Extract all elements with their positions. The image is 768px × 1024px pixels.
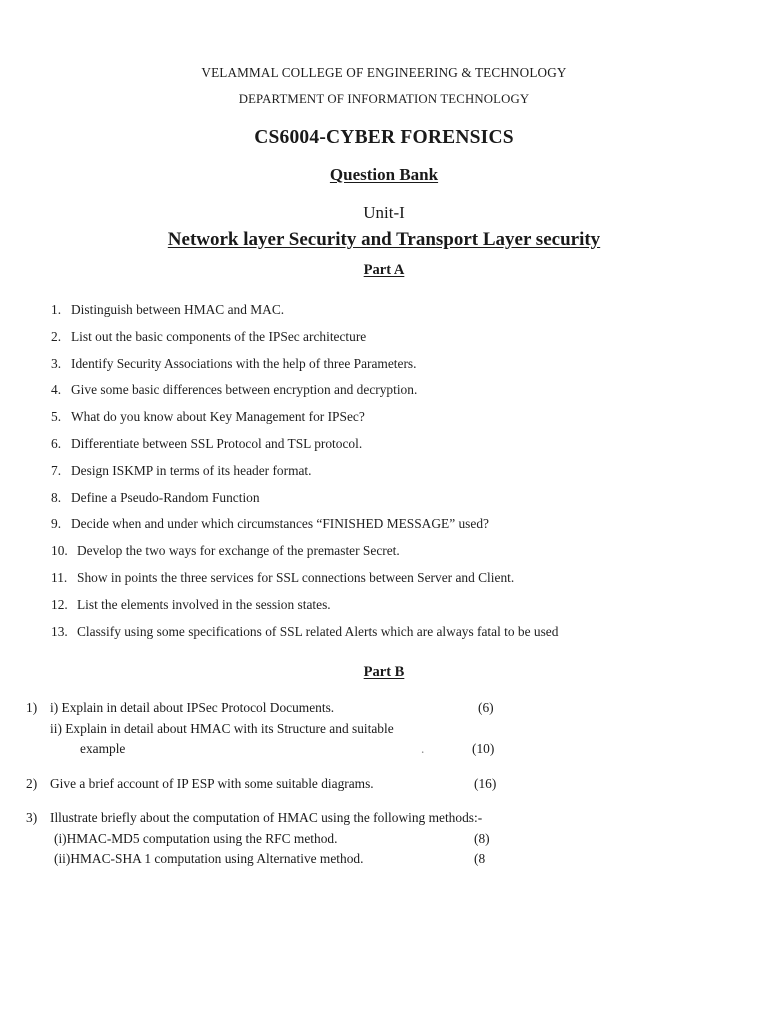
part-a-question [51,297,711,324]
part-b-question [26,698,741,760]
question-text: Decide when and under which circumstances “FINISHED MESSAGE” used? [71,516,489,532]
part-a-question [51,431,711,458]
question-text: Identify Security Associations with the help of three Parameters. [71,355,417,371]
question-marks: (10) [472,741,495,756]
question-number: 13. [51,623,68,639]
unit-subtitle-text: Network layer Security and Transport Layer security [167,229,601,250]
question-number: 5. [51,409,62,425]
unit-label: Unit-I [363,203,405,222]
question-text: example [80,741,126,756]
part-b-question-line [26,698,741,719]
question-marks: (16) [474,775,497,791]
question-number: 3) [26,810,38,825]
question-number: 12. [51,596,68,612]
question-text: (i)HMAC-MD5 computation using the RFC method. [54,830,338,846]
part-a-question [51,377,711,404]
question-marks: (8 [474,851,486,866]
part-a-heading-text: Part A [363,262,405,278]
stray-mark: . [421,741,425,756]
question-number: 2. [51,328,62,344]
question-marks: (6) [478,700,494,715]
part-a-question [51,351,711,378]
part-b-question-list [26,698,741,884]
part-a-question-list [51,297,711,645]
part-b-question-line [26,849,741,870]
part-b-heading [0,664,768,681]
document-header [0,60,768,252]
part-a-question [51,511,711,538]
question-text: What do you know about Key Management for IPSec? [71,409,365,425]
question-number: 8. [51,489,62,505]
part-a-heading [0,262,768,279]
part-a-question [51,619,711,646]
part-a-question [51,458,711,485]
question-text: Develop the two ways for exchange of the premaster Secret. [77,543,400,559]
part-b-heading-text: Part B [363,664,405,680]
question-marks: (8) [474,830,490,846]
question-number: 1. [51,302,62,317]
question-text: Define a Pseudo-Random Function [71,489,260,505]
question-text: Distinguish between HMAC and MAC. [71,302,285,317]
question-number: 9. [51,516,62,532]
department-name: DEPARTMENT OF INFORMATION TECHNOLOGY [238,92,530,106]
question-text: (ii)HMAC-SHA 1 computation using Alternative method. [54,851,364,866]
question-text: Classify using some specifications of SSL related Alerts which are always fatal to be used [77,623,559,639]
question-number: 2) [26,775,38,791]
part-a-question [51,404,711,431]
document-type-text: Question Bank [329,165,439,184]
part-a-question [51,324,711,351]
part-a-question [51,565,711,592]
question-text: Illustrate briefly about the computation of HMAC using the following methods:- [50,810,483,825]
part-b-question-line [26,719,741,740]
part-b-question [26,808,741,870]
question-number: 6. [51,435,62,451]
part-b-question-line [26,829,741,850]
question-text: ii) Explain in detail about HMAC with its Structure and suitable [50,720,394,736]
question-number: 10. [51,543,68,559]
course-title: CS6004-CYBER FORENSICS [254,127,514,148]
question-text: List out the basic components of the IPSec architecture [71,328,367,344]
question-number: 3. [51,355,62,371]
part-a-question [51,485,711,512]
part-a-question [51,592,711,619]
question-text: Give a brief account of IP ESP with some suitable diagrams. [50,775,374,791]
institution-name: VELAMMAL COLLEGE OF ENGINEERING & TECHNOLOGY [201,65,567,80]
question-number: 11. [51,569,68,585]
question-text: Design ISKMP in terms of its header format. [71,462,312,478]
part-a-question [51,538,711,565]
question-number: 4. [51,382,62,398]
question-text: Show in points the three services for SSL connections between Server and Client. [77,569,515,585]
part-b-question-line [26,774,741,795]
question-text: Give some basic differences between encryption and decryption. [71,382,418,398]
question-number: 7. [51,462,62,478]
part-b-question-line [26,739,741,760]
document-type-title [0,164,768,186]
question-text: i) Explain in detail about IPSec Protocol Documents. [50,700,335,715]
question-text: Differentiate between SSL Protocol and TSL protocol. [71,435,363,451]
question-text: List the elements involved in the session states. [77,596,331,612]
part-b-question-line [26,808,741,829]
question-number: 1) [26,700,38,715]
unit-subtitle [0,228,768,252]
part-b-question [26,774,741,795]
